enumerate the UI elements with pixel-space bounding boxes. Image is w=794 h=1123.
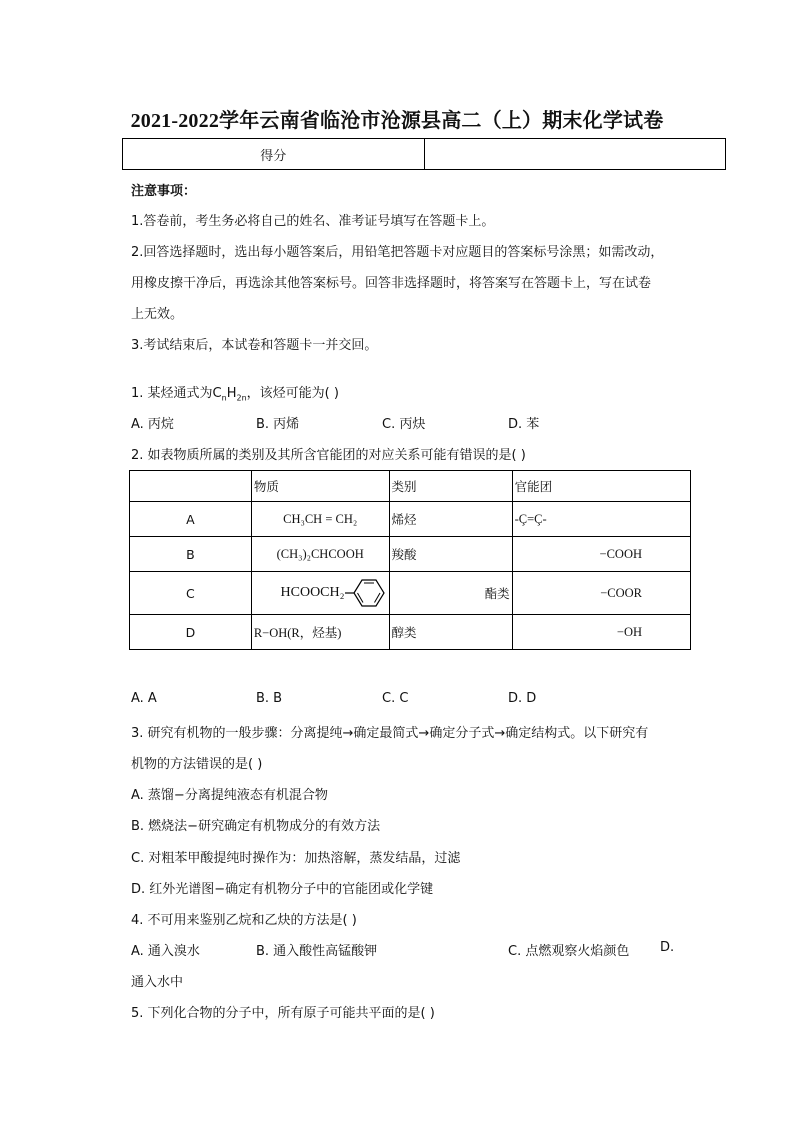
- q3-stem-b: 机物的方法错误的是( ): [131, 757, 263, 772]
- score-table: [122, 138, 726, 170]
- q2-row-b-label: B: [130, 537, 252, 572]
- q3-stem-a: 3. 研究有机物的一般步骤：分离提纯→确定最简式→确定分子式→确定结构式。以下研究有: [131, 726, 649, 741]
- q2-option-c: C. C: [382, 691, 409, 706]
- q2-option-a: A. A: [131, 691, 157, 706]
- q2-row-a-category: 烯烃: [389, 502, 512, 537]
- q2-table: [129, 470, 691, 650]
- notes-heading: 注意事项：: [131, 184, 197, 199]
- q2-row-d-category: 醇类: [389, 615, 512, 650]
- note-3: 3.考试结束后，本试卷和答题卡一并交回。: [131, 338, 378, 353]
- q4-stem: 4. 不可用来鉴别乙烷和乙炔的方法是( ): [131, 913, 357, 928]
- q2-row-c-label: C: [130, 572, 252, 615]
- q2-header-substance: 物质: [251, 471, 389, 502]
- q4-option-d: D.: [660, 940, 675, 955]
- q2-option-b: B. B: [256, 691, 283, 706]
- q2-row-a-group: -Ç=Ç-: [512, 502, 690, 537]
- q1-option-a: A. 丙烷: [131, 417, 174, 432]
- q2-header-group: 官能团: [512, 471, 690, 502]
- q4-option-b: B. 通入酸性高锰酸钾: [256, 944, 378, 959]
- q3-option-c: C. 对粗苯甲酸提纯时操作为：加热溶解，蒸发结晶，过滤: [131, 851, 461, 866]
- note-2c: 上无效。: [131, 307, 184, 322]
- q2-row-a-substance: CH₃CH = CH₂: [251, 502, 389, 537]
- score-label: 得分: [123, 139, 425, 170]
- q2-option-d: D. D: [508, 691, 537, 706]
- q2-row-c-group: −COOR: [512, 572, 690, 615]
- note-2b: 用橡皮擦干净后，再选涂其他答案标号。回答非选择题时，将答案写在答题卡上，写在试卷: [131, 276, 652, 291]
- q2-header-blank: [130, 471, 252, 502]
- q2-stem: 2. 如表物质所属的类别及其所含官能团的对应关系可能有错误的是( ): [131, 448, 526, 463]
- q2-header-category: 类别: [389, 471, 512, 502]
- exam-title: 2021-2022学年云南省临沧市沧源县高二（上）期末化学试卷: [130, 110, 664, 132]
- q2-row-b-group: −COOH: [512, 537, 690, 572]
- q5-stem: 5. 下列化合物的分子中，所有原子可能共平面的是( ): [131, 1006, 435, 1021]
- q3-option-b: B. 燃烧法−研究确定有机物成分的有效方法: [131, 819, 381, 834]
- q4-option-a: A. 通入溴水: [131, 944, 200, 959]
- q1-option-b: B. 丙烯: [256, 417, 300, 432]
- score-value: [424, 139, 726, 170]
- q2-row-b-category: 羧酸: [389, 537, 512, 572]
- q2-row-c-category: 酯类: [389, 572, 512, 615]
- q2-row-d-group: −OH: [512, 615, 690, 650]
- q1-stem: 1. 某烃通式为$C_nH_{2n}$，该烃可能为( ): [131, 386, 339, 403]
- q2-row-d-label: D: [130, 615, 252, 650]
- q3-option-d: D. 红外光谱图−确定有机物分子中的官能团或化学键: [131, 882, 434, 897]
- q1-option-c: C. 丙炔: [382, 417, 426, 432]
- q2-row-d-substance: R−OH(R，烃基): [251, 615, 389, 650]
- note-1: 1.答卷前，考生务必将自己的姓名、准考证号填写在答题卡上。: [131, 214, 495, 229]
- q4-option-d-cont: 通入水中: [131, 975, 184, 990]
- q1-option-d: D. 苯: [508, 417, 540, 432]
- q4-option-c: C. 点燃观察火焰颜色: [508, 944, 630, 959]
- note-2a: 2.回答选择题时，选出每小题答案后，用铅笔把答题卡对应题目的答案标号涂黑；如需改动，: [131, 245, 664, 260]
- q2-row-b-substance: (CH₃)₂CHCOOH: [251, 537, 389, 572]
- q3-option-a: A. 蒸馏−分离提纯液态有机混合物: [131, 788, 328, 803]
- benzene-ring-icon: [345, 576, 387, 610]
- q2-row-a-label: A: [130, 502, 252, 537]
- q2-row-c-substance: HCOOCH₂: [280, 585, 345, 600]
- q2-row-c-substance-cell: [251, 572, 389, 615]
